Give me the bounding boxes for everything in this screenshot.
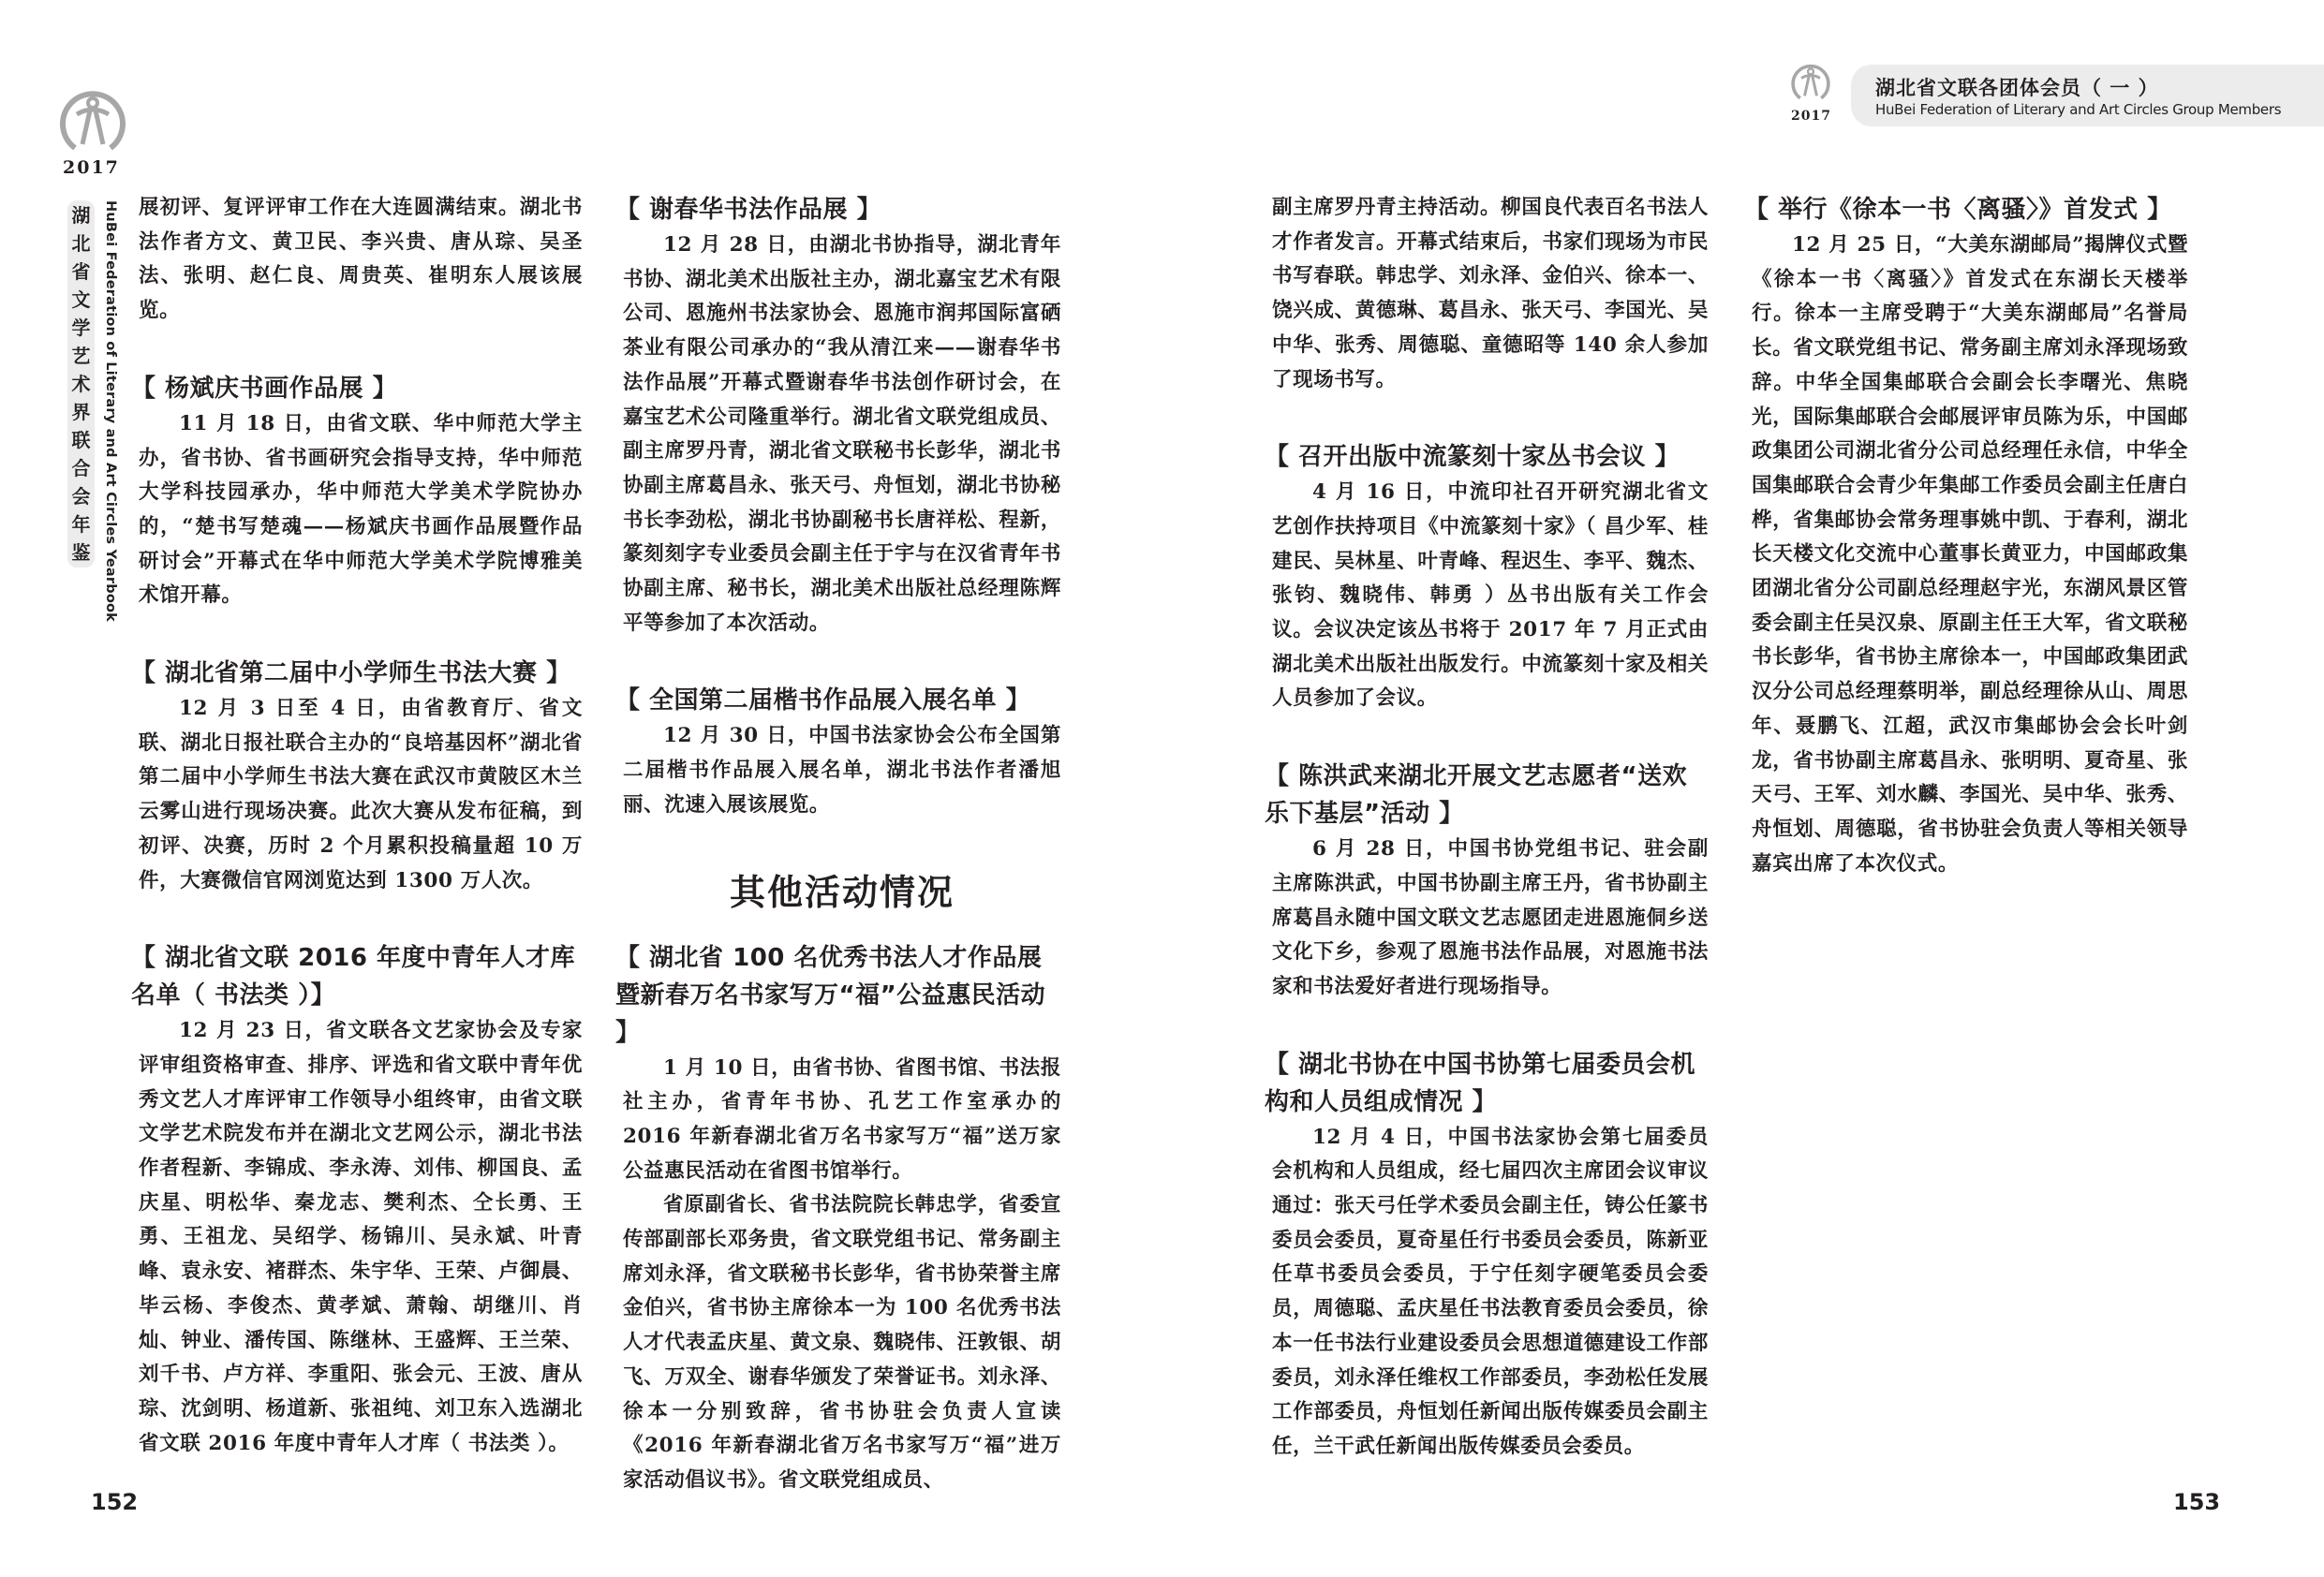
section-xie-chunhua-exhibition xyxy=(615,191,1061,641)
continued-paragraph: 展初评、复评评审工作在大连圆满结束。湖北书法作者方文、黄卫民、李兴贵、唐从琮、吴圣法、张明、赵仁良、周贵英、崔明东人展该展览。 xyxy=(139,196,583,323)
strip-char: 文 xyxy=(71,288,91,311)
section-seventh-committee-composition xyxy=(1265,1046,1709,1465)
strip-char: 联 xyxy=(71,429,91,451)
section-paragraph: 6 月 28 日，中国书协党组书记、驻会副主席陈洪武，中国书协副主席王丹，省书协副主席葛昌永随中国文联文艺志愿团走进恩施侗乡送文化下乡，参观了恩施书法作品展，对恩施书法家和书法爱好者进行现场指导。 xyxy=(1272,837,1709,998)
section-yang-binqing-exhibition xyxy=(131,370,583,613)
section-title: 【 举行《徐本一书〈离骚〉》首发式 】 xyxy=(1744,196,2172,224)
strip-char: 学 xyxy=(71,317,91,339)
section-paragraph: 1 月 10 日，由省书协、省图书馆、书法报社主办，省青年书协、孔艺工作室承办的 2016 年新春湖北省万名书家写万“福”送万家公益惠民活动在省图书馆举行。 xyxy=(623,1055,1061,1183)
running-header-title-zh: 湖北省文联各团体会员（ 一 ） xyxy=(1875,76,2159,99)
section-paragraph: 12 月 23 日，省文联各文艺家协会及专家评审组资格审查、排序、评选和省文联中青年优秀文艺人才库评审工作领导小组终审，由省文联文学艺术院发布并在湖北文艺网公示，湖北书法作者程新、李锦成、李永涛、刘伟、柳国良、孟庆星、明松华、秦龙志、樊利杰、仝长勇、王勇、王祖龙、吴绍学、杨锦川、吴永斌、叶青峰、袁永安、褚群杰、朱宇华、王荣、卢御晨、毕云杨、李俊杰、黄孝斌、萧翰、胡继川、肖灿、钟业、潘传国、陈继林、王盛辉、王兰荣、刘千书、卢方祥、李重阳、张会元、王波、唐从琮、沈剑明、杨道新、张祖纯、刘卫东入选湖北省文联 2016 年度中青年人才库（ 书法类 ）。 xyxy=(139,1019,583,1455)
section-paragraph: 12 月 28 日，由湖北书协指导，湖北青年书协、湖北美术出版社主办，湖北嘉宝艺术有限公司、恩施州书法家协会、恩施市润邦国际富硒茶业有限公司承办的“我从清江来——谢春华书法作品展”开幕式暨谢春华书法创作研讨会，在嘉宝艺术公司隆重举行。湖北省文联党组成员、副主席罗丹青，湖北省文联秘书长彭华，湖北书协副主席葛昌永、张天弓、舟恒划，湖北书协秘书长李劲松，湖北书协副秘书长唐祥松、程新，篆刻刻字专业委员会副主任于宇与在汉省青年书协副主席、秘书长，湖北美术出版社总经理陈辉平等参加了本次活动。 xyxy=(623,233,1061,635)
section-paragraph: 12 月 30 日，中国书法家协会公布全国第二届楷书作品展入展名单，湖北书法作者潘旭丽、沈速入展该展览。 xyxy=(623,724,1061,817)
section-student-calligraphy-contest xyxy=(131,655,583,898)
section-title: 【 湖北省第二届中小学师生书法大赛 】 xyxy=(131,659,571,688)
section-title: 【 湖北书协在中国书协第七届委员会机构和人员组成情况 】 xyxy=(1265,1050,1696,1116)
page-number-right: 153 xyxy=(2173,1489,2221,1515)
federation-emblem-icon xyxy=(56,86,129,154)
section-title: 【 杨斌庆书画作品展 】 xyxy=(131,374,398,403)
page-number-left: 152 xyxy=(91,1489,139,1515)
section-chen-hongwu-volunteer-event xyxy=(1265,758,1709,1005)
running-header-title-en: HuBei Federation of Literary and Art Circles Group Members xyxy=(1875,101,2282,118)
section-title: 【 湖北省文联 2016 年度中青年人才库名单（ 书法类 ）】 xyxy=(131,944,576,1010)
section-paragraph: 4 月 16 日，中流印社召开研究湖北省文艺创作扶持项目《中流篆刻十家》（ 昌少军、桂建民、吴林星、叶青峰、程迟生、李平、魏杰、张钧、魏晓伟、韩勇 ）丛书出版有关工作会议。会议决定该丛书将于 2017 年 7 月正式由湖北美术出版社出版发行。中流篆刻十家及相关人员参加了会议。 xyxy=(1272,480,1709,711)
strip-char: 省 xyxy=(71,260,91,283)
strip-char: 合 xyxy=(71,457,91,479)
section-paragraph: 12 月 3 日至 4 日，由省教育厅、省文联、湖北日报社联合主办的“良培基因杯”湖北省第二届中小学师生书法大赛在武汉市黄陂区木兰云雾山进行现场决赛。此次大赛从发布征稿，到初评、决赛，历时 2 个月累积投稿量超 10 万件，大赛微信官网浏览达到 1300 万人次。 xyxy=(139,697,583,892)
yearbook-vertical-title-zh xyxy=(67,200,95,567)
strip-char: 艺 xyxy=(71,345,91,367)
strip-char: 年 xyxy=(71,513,91,536)
right-emblem-logo xyxy=(1789,60,1832,103)
section-title: 【 召开出版中流篆刻十家丛书会议 】 xyxy=(1265,443,1680,472)
section-title: 【 陈洪武来湖北开展文艺志愿者“送欢乐下基层”活动 】 xyxy=(1265,762,1688,829)
strip-char: 术 xyxy=(71,373,91,395)
section-paragraph: 11 月 18 日，由省文联、华中师范大学主办，省书协、省书画研究会指导支持，华中师范大学科技园承办，华中师范大学美术学院协办的，“楚书写楚魂——杨斌庆书画作品展暨作品研讨会”开幕式在华中师范大学美术学院博雅美术馆开幕。 xyxy=(139,411,583,608)
yearbook-vertical-title-en: HuBei Federation of Literary and Art Circles Yearbook xyxy=(103,200,118,622)
section-lisao-book-launch xyxy=(1744,191,2188,881)
federation-emblem-icon xyxy=(1789,60,1832,103)
left-year-label: 2017 xyxy=(63,157,120,178)
section-zhongliu-seal-carving-meeting xyxy=(1265,438,1709,716)
column-1 xyxy=(131,191,583,1461)
left-emblem-logo xyxy=(56,86,129,154)
section-talent-pool-list xyxy=(131,939,583,1461)
section-title: 【 谢春华书法作品展 】 xyxy=(615,196,882,224)
section-100-talents-fu-event xyxy=(615,939,1061,1498)
strip-char: 北 xyxy=(71,232,91,255)
column-4 xyxy=(1744,191,2188,881)
column-2 xyxy=(615,191,1061,1498)
right-year-label: 2017 xyxy=(1791,109,1831,124)
strip-char: 会 xyxy=(71,485,91,508)
section-paragraph: 12 月 4 日，中国书法家协会第七届委员会机构和人员组成，经七届四次主席团会议审议通过：张天弓任学术委员会副主任，铸公任篆书委员会委员，夏奇星任行书委员会委员，陈新亚任草书委员会委员，于宁任刻字硬笔委员会委员，周德聪、孟庆星任书法教育委员会委员，徐本一任书法行业建设委员会思想道德建设工作部委员，刘永泽任维权工作部委员，李劲松任发展工作部委员，舟恒划任新闻出版传媒委员会副主任，兰干武任新闻出版传媒委员会委员。 xyxy=(1272,1125,1709,1458)
section-paragraph: 省原副省长、省书法院院长韩忠学，省委宣传部副部长邓务贵，省文联党组书记、常务副主席刘永泽，省文联秘书长彭华，省书协荣誉主席金伯兴，省书协主席徐本一为 100 名优秀书法人才代表孟庆星、黄文泉、魏晓伟、汪敦银、胡飞、万双全、谢春华颁发了荣誉证书。刘永泽、徐本一分别致辞，省书协驻会负责人宣读《2016 年新春湖北省万名书家写万“福”进万家活动倡议书》。省文联党组成员、 xyxy=(623,1193,1061,1492)
continued-paragraph: 副主席罗丹青主持活动。柳国良代表百名书法人才作者发言。开幕式结束后，书家们现场为市民书写春联。韩忠学、刘永泽、金伯兴、徐本一、饶兴成、黄德琳、葛昌永、张天弓、李国光、吴中华、张秀、周德聪、童德昭等 140 余人参加了现场书写。 xyxy=(1272,196,1709,391)
chapter-heading: 其他活动情况 xyxy=(729,871,955,913)
column-3 xyxy=(1265,191,1709,1465)
section-paragraph: 12 月 25 日，“大美东湖邮局”揭牌仪式暨《徐本一书〈离骚〉》首发式在东湖长天楼举行。徐本一主席受聘于“大美东湖邮局”名誉局长。省文联党组书记、常务副主席刘永泽现场致辞。中华全国集邮联合会副会长李曙光、焦晓光，国际集邮联合会邮展评审员陈为乐，中国邮政集团公司湖北省分公司总经理任永信，中华全国集邮联合会青少年集邮工作委员会副主任唐白桦，省集邮协会常务理事姚中凯、于春利，湖北长天楼文化交流中心董事长黄亚力，中国邮政集团湖北省分公司副总经理赵宇光，东湖风景区管委会副主任吴汉泉、原副主任王大军，省文联秘书长彭华，省书协主席徐本一，中国邮政集团武汉分公司总经理蔡明举，副总经理徐从山、周思年、聂鹏飞、江超，武汉市集邮协会会长叶剑龙，省书协副主席葛昌永、张明明、夏奇星、张天弓、王军、刘水麟、李国光、吴中华、张秀、舟恒划、周德聪，省书协驻会负责人等相关领导嘉宾出席了本次仪式。 xyxy=(1752,233,2188,876)
section-title: 【 全国第二届楷书作品展入展名单 】 xyxy=(615,686,1031,715)
section-national-regular-script-list xyxy=(615,682,1061,822)
section-title: 【 湖北省 100 名优秀书法人才作品展暨新春万名书家写万“福”公益惠民活动 】 xyxy=(615,943,1046,1047)
strip-char: 鉴 xyxy=(71,541,91,564)
strip-char: 湖 xyxy=(71,204,91,227)
strip-char: 界 xyxy=(71,401,91,423)
